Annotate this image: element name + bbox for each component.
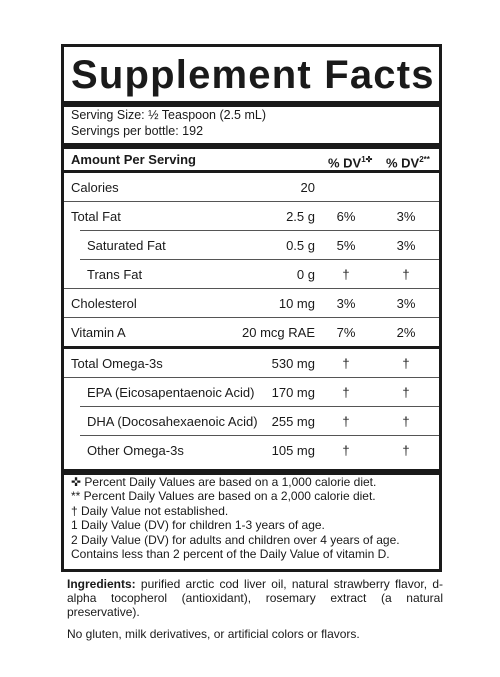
nutrient-amount: 0.5 g: [286, 238, 315, 253]
nutrient-row: [64, 231, 439, 260]
dv2-value: 2%: [396, 325, 416, 340]
title-rule: [64, 101, 439, 107]
ingredients: [67, 577, 443, 619]
nutrient-amount: 170 mg: [271, 385, 315, 400]
footnote: ✜ Percent Daily Values are based on a 1,000 calorie diet.: [71, 475, 377, 489]
panel-title: Supplement Facts: [71, 53, 435, 97]
dv2-value: 3%: [396, 296, 416, 311]
footnote: ** Percent Daily Values are based on a 2,000 calorie diet.: [71, 489, 376, 504]
nutrient-row: [64, 173, 439, 202]
nutrient-row: [64, 407, 439, 436]
dv1-header: % $DV^{1✜}$: [328, 155, 373, 171]
serving-size: Serving Size: ½ Teaspoon (2.5 mL): [71, 108, 267, 122]
header-top-rule: [64, 143, 439, 149]
nutrient-amount: 530 mg: [271, 356, 315, 371]
nutrient-amount: 0 g: [296, 267, 315, 282]
nutrient-amount: 105 mg: [271, 443, 315, 458]
dv1-value: 7%: [336, 325, 356, 340]
nutrient-row: [64, 378, 439, 407]
dv2-value: †: [402, 267, 410, 282]
nutrient-amount: 255 mg: [271, 414, 315, 429]
footnote: Contains less than 2 percent of the Daily Value of vitamin D.: [71, 547, 390, 562]
dv1-value: 6%: [336, 209, 356, 224]
nutrient-amount: 2.5 g: [286, 209, 315, 224]
footnote: 1 Daily Value (DV) for children 1-3 years of age.: [71, 518, 325, 533]
nutrient-name: Other Omega-3s: [87, 443, 184, 458]
nutrient-name: Trans Fat: [87, 267, 143, 282]
nutrient-name: EPA (Eicosapentaenoic Acid): [87, 385, 255, 400]
nutrient-row: [64, 260, 439, 289]
nutrient-row: [64, 436, 439, 465]
section-rule: [64, 346, 439, 349]
supplement-facts-panel: [61, 44, 442, 572]
dv1-value: †: [342, 267, 350, 282]
nutrient-amount: 20: [300, 180, 315, 195]
nutrient-amount: 10 mg: [278, 296, 315, 311]
nutrient-name: Total Omega-3s: [71, 356, 163, 371]
nutrient-row: [64, 349, 439, 378]
dv2-value: 3%: [396, 209, 416, 224]
dv1-value: 3%: [336, 296, 356, 311]
dv2-value: †: [402, 385, 410, 400]
nutrient-row: [64, 289, 439, 318]
footnote: 2 Daily Value (DV) for adults and children over 4 years of age.: [71, 532, 400, 547]
nutrient-name: DHA (Docosahexaenoic Acid): [87, 414, 258, 429]
dv1-value: †: [342, 414, 350, 429]
dv2-header: % $DV^{2**}$: [386, 155, 430, 171]
nutrient-name: Cholesterol: [71, 296, 137, 311]
dv2-value: †: [402, 443, 410, 458]
nutrient-name: Saturated Fat: [87, 238, 166, 253]
nutrient-row: [64, 318, 439, 347]
dv2-value: 3%: [396, 238, 416, 253]
footnote: † Daily Value not established.: [71, 503, 229, 518]
dv1-value: †: [342, 385, 350, 400]
nutrient-name: Total Fat: [71, 209, 121, 224]
dv1-value: †: [342, 356, 350, 371]
dv1-value: 5%: [336, 238, 356, 253]
nutrient-amount: 20 mcg RAE: [242, 325, 315, 340]
footnotes: [71, 475, 400, 561]
nutrient-name: Calories: [71, 180, 119, 195]
servings-per-container: Servings per bottle: 192: [71, 124, 204, 138]
nutrient-name: Vitamin A: [71, 325, 126, 340]
nutrient-row: [64, 202, 439, 231]
dv1-value: †: [342, 443, 350, 458]
amount-per-serving-header: Amount Per Serving: [71, 152, 196, 167]
dv2-value: †: [402, 356, 410, 371]
ingredients-label: Ingredients:: [67, 577, 136, 591]
dv2-value: †: [402, 414, 410, 429]
free-from-statement: No gluten, milk derivatives, or artificial colors or flavors.: [67, 627, 360, 641]
ingredients-text: purified arctic cod liver oil, natural strawberry flavor, d-alpha tocopherol (antioxidant), rosemary extract (a natural preservative).: [67, 577, 443, 619]
